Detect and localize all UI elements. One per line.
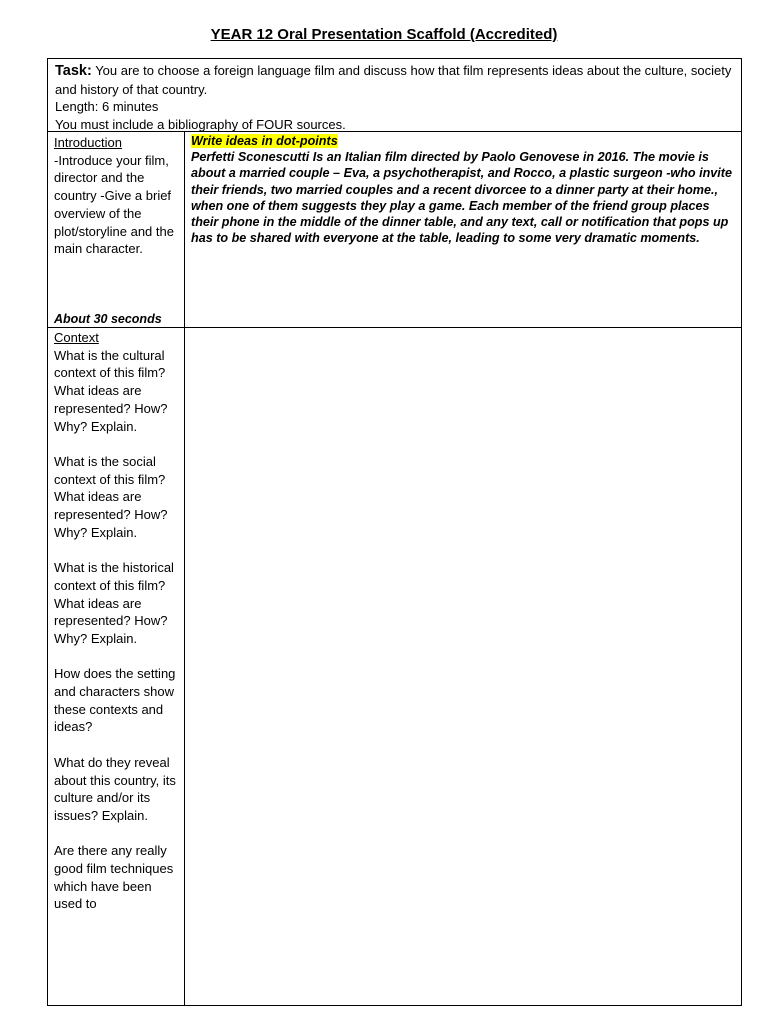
scaffold-table bbox=[47, 132, 742, 1006]
task-text: You are to choose a foreign language film and discuss how that film represents ideas about the culture, society and history of that country. bbox=[55, 63, 732, 97]
task-box bbox=[47, 58, 742, 132]
task-length: Length: 6 minutes bbox=[55, 99, 159, 114]
context-heading: Context bbox=[54, 330, 99, 345]
instruction-highlight: Write ideas in dot-points bbox=[191, 134, 338, 148]
context-question: What is the social context of this film? What ideas are represented? How? Why? Explain. bbox=[54, 453, 168, 540]
introduction-duration: About 30 seconds bbox=[54, 312, 162, 326]
column-divider bbox=[184, 132, 185, 1005]
introduction-response-cell[interactable] bbox=[191, 133, 736, 246]
context-question: What is the cultural context of this film? What ideas are represented? How? Why? Explain. bbox=[54, 347, 168, 434]
introduction-heading: Introduction bbox=[54, 135, 122, 150]
introduction-response: Perfetti Sconescutti Is an Italian film directed by Paolo Genovese in 2016. The movie is about a married couple – Eva, a psychotherapist, and Rocco, a plastic surgeon -who invite their friends, two married couples and a recent divorcee to a dinner party at their home., when one of them suggests they play a game. Each member of the friend group places their phone in the middle of the dinner table, and any text, call or notification that pops up has to be shared with everyone at the table, leading to some very dramatic moments. bbox=[191, 150, 732, 246]
introduction-prompt-cell bbox=[54, 134, 182, 326]
context-question: How does the setting and characters show these contexts and ideas? bbox=[54, 666, 176, 735]
document-title: YEAR 12 Oral Presentation Scaffold (Accredited) bbox=[210, 26, 558, 43]
context-question: What is the historical context of this film? What ideas are represented? How? Why? Explain. bbox=[54, 560, 174, 646]
task-description bbox=[55, 62, 734, 98]
context-question: Are there any really good film techniques which have been used to bbox=[54, 843, 174, 912]
introduction-prompt: -Introduce your film, director and the country -Give a brief overview of the plot/storyline and the main character. bbox=[54, 152, 174, 257]
task-bibliography: You must include a bibliography of FOUR sources. bbox=[55, 116, 346, 132]
task-label: Task: bbox=[55, 63, 92, 79]
context-prompt-cell bbox=[54, 329, 182, 931]
context-question: What do they reveal about this country, its culture and/or its issues? Explain. bbox=[54, 754, 176, 823]
